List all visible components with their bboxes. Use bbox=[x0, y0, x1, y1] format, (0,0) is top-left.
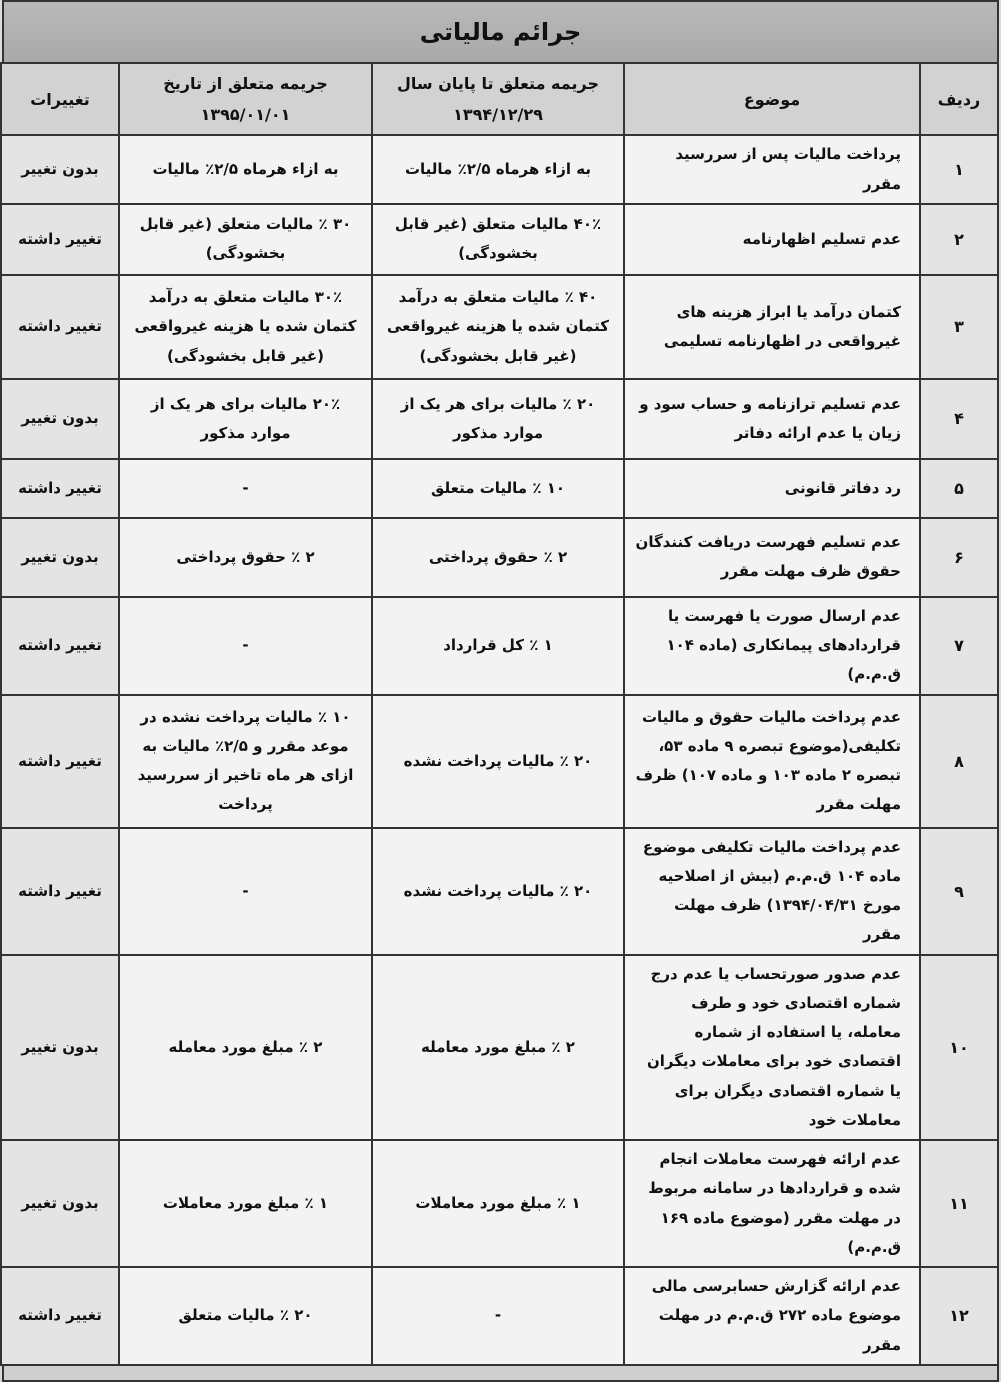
table-header-row bbox=[1, 63, 998, 135]
row-number: ۱۰ bbox=[920, 955, 998, 1141]
row-penalty-until: ۱ ٪ کل قرارداد bbox=[372, 597, 624, 695]
row-penalty-from: ۲۰٪ مالیات برای هر یک از موارد مذکور bbox=[119, 379, 372, 459]
row-change-status: تغییر داشته bbox=[1, 1267, 119, 1365]
row-number: ۸ bbox=[920, 695, 998, 828]
row-penalty-until: ۴۰٪ مالیات متعلق (غیر قابل بخشودگی) bbox=[372, 204, 624, 275]
row-penalty-until: ۱۰ ٪ مالیات متعلق bbox=[372, 459, 624, 518]
row-change-status: تغییر داشته bbox=[1, 459, 119, 518]
table-row bbox=[1, 828, 998, 955]
row-subject: عدم تسلیم اظهارنامه bbox=[624, 204, 920, 275]
row-change-status: بدون تغییر bbox=[1, 1140, 119, 1267]
table-row bbox=[1, 135, 998, 204]
row-penalty-from: - bbox=[119, 459, 372, 518]
row-penalty-until: ۱ ٪ مبلغ مورد معاملات bbox=[372, 1140, 624, 1267]
row-penalty-from: ۱ ٪ مبلغ مورد معاملات bbox=[119, 1140, 372, 1267]
row-penalty-from: - bbox=[119, 828, 372, 955]
row-subject: رد دفاتر قانونی bbox=[624, 459, 920, 518]
row-penalty-from: - bbox=[119, 597, 372, 695]
row-change-status: بدون تغییر bbox=[1, 379, 119, 459]
row-number: ۴ bbox=[920, 379, 998, 459]
row-penalty-until: - bbox=[372, 1267, 624, 1365]
row-penalty-until: ۲۰ ٪ مالیات برای هر یک از موارد مذکور bbox=[372, 379, 624, 459]
row-change-status: تغییر داشته bbox=[1, 828, 119, 955]
row-subject: عدم ارسال صورت یا فهرست یا قراردادهای پیمانکاری (ماده ۱۰۴ ق.م.م) bbox=[624, 597, 920, 695]
table-row bbox=[1, 204, 998, 275]
row-subject: کتمان درآمد یا ابراز هزینه های غیرواقعی در اظهارنامه تسلیمی bbox=[624, 275, 920, 379]
row-penalty-until: ۲ ٪ مبلغ مورد معامله bbox=[372, 955, 624, 1141]
row-penalty-from: به ازاء هرماه ۲/۵٪ مالیات bbox=[119, 135, 372, 204]
row-penalty-from: ۲ ٪ حقوق پرداختی bbox=[119, 518, 372, 597]
table-row bbox=[1, 955, 998, 1141]
row-penalty-from: ۲ ٪ مبلغ مورد معامله bbox=[119, 955, 372, 1141]
row-subject: عدم ارائه گزارش حسابرسی مالی موضوع ماده ۲۷۲ ق.م.م در مهلت مقرر bbox=[624, 1267, 920, 1365]
row-number: ۳ bbox=[920, 275, 998, 379]
row-subject: عدم صدور صورتحساب یا عدم درج شماره اقتصادی خود و طرف معامله، یا استفاده از شماره اقتصادی خود برای معاملات دیگران یا شماره اقتصادی دیگران برای معاملات خود bbox=[624, 955, 920, 1141]
table-body bbox=[1, 135, 998, 1365]
header-penalty-from: جریمه متعلق از تاریخ ۱۳۹۵/۰۱/۰۱ bbox=[119, 63, 372, 135]
table-bottom-edge bbox=[2, 1366, 999, 1382]
row-number: ۷ bbox=[920, 597, 998, 695]
row-subject: عدم پرداخت مالیات حقوق و مالیات تکلیفی(موضوع تبصره ۹ ماده ۵۳، تبصره ۲ ماده ۱۰۳ و ماده ۱۰۷) ظرف مهلت مقرر bbox=[624, 695, 920, 828]
table-title: جرائم مالیاتی bbox=[2, 0, 999, 62]
row-penalty-from: ۳۰٪ مالیات متعلق به درآمد کتمان شده یا هزینه غیرواقعی (غیر قابل بخشودگی) bbox=[119, 275, 372, 379]
row-number: ۲ bbox=[920, 204, 998, 275]
row-penalty-from: ۳۰ ٪ مالیات متعلق (غیر قابل بخشودگی) bbox=[119, 204, 372, 275]
table-row bbox=[1, 379, 998, 459]
row-change-status: تغییر داشته bbox=[1, 597, 119, 695]
row-penalty-from: ۲۰ ٪ مالیات متعلق bbox=[119, 1267, 372, 1365]
row-number: ۹ bbox=[920, 828, 998, 955]
row-penalty-until: به ازاء هرماه ۲/۵٪ مالیات bbox=[372, 135, 624, 204]
table-row bbox=[1, 597, 998, 695]
table-row bbox=[1, 695, 998, 828]
row-change-status: بدون تغییر bbox=[1, 518, 119, 597]
header-subject: موضوع bbox=[624, 63, 920, 135]
table-row bbox=[1, 1267, 998, 1365]
table-row bbox=[1, 518, 998, 597]
table-row bbox=[1, 275, 998, 379]
row-penalty-until: ۲ ٪ حقوق پرداختی bbox=[372, 518, 624, 597]
row-penalty-until: ۲۰ ٪ مالیات پرداخت نشده bbox=[372, 828, 624, 955]
header-row-number: ردیف bbox=[920, 63, 998, 135]
row-number: ۵ bbox=[920, 459, 998, 518]
header-penalty-until: جریمه متعلق تا پایان سال ۱۳۹۴/۱۲/۲۹ bbox=[372, 63, 624, 135]
row-number: ۱ bbox=[920, 135, 998, 204]
row-number: ۶ bbox=[920, 518, 998, 597]
row-subject: پرداخت مالیات پس از سررسید مقرر bbox=[624, 135, 920, 204]
row-subject: عدم تسلیم ترازنامه و حساب سود و زیان یا عدم ارائه دفاتر bbox=[624, 379, 920, 459]
row-change-status: تغییر داشته bbox=[1, 275, 119, 379]
row-subject: عدم پرداخت مالیات تکلیفی موضوع ماده ۱۰۴ ق.م.م (بیش از اصلاحیه مورخ ۱۳۹۴/۰۴/۳۱) ظرف مهلت مقرر bbox=[624, 828, 920, 955]
header-changes: تغییرات bbox=[1, 63, 119, 135]
row-change-status: تغییر داشته bbox=[1, 204, 119, 275]
row-change-status: بدون تغییر bbox=[1, 955, 119, 1141]
row-number: ۱۲ bbox=[920, 1267, 998, 1365]
row-change-status: تغییر داشته bbox=[1, 695, 119, 828]
row-change-status: بدون تغییر bbox=[1, 135, 119, 204]
tax-penalties-table bbox=[0, 62, 999, 1366]
row-number: ۱۱ bbox=[920, 1140, 998, 1267]
table-row bbox=[1, 1140, 998, 1267]
row-penalty-until: ۴۰ ٪ مالیات متعلق به درآمد کتمان شده یا هزینه غیرواقعی (غیر قابل بخشودگی) bbox=[372, 275, 624, 379]
row-subject: عدم تسلیم فهرست دریافت کنندگان حقوق ظرف مهلت مقرر bbox=[624, 518, 920, 597]
row-penalty-from: ۱۰ ٪ مالیات پرداخت نشده در موعد مقرر و ۲/۵٪ مالیات به ازای هر ماه تاخیر از سررسید پرداخت bbox=[119, 695, 372, 828]
table-row bbox=[1, 459, 998, 518]
row-penalty-until: ۲۰ ٪ مالیات پرداخت نشده bbox=[372, 695, 624, 828]
row-subject: عدم ارائه فهرست معاملات انجام شده و قراردادها در سامانه مربوط در مهلت مقرر (موضوع ماده ۱۶۹ ق.م.م) bbox=[624, 1140, 920, 1267]
